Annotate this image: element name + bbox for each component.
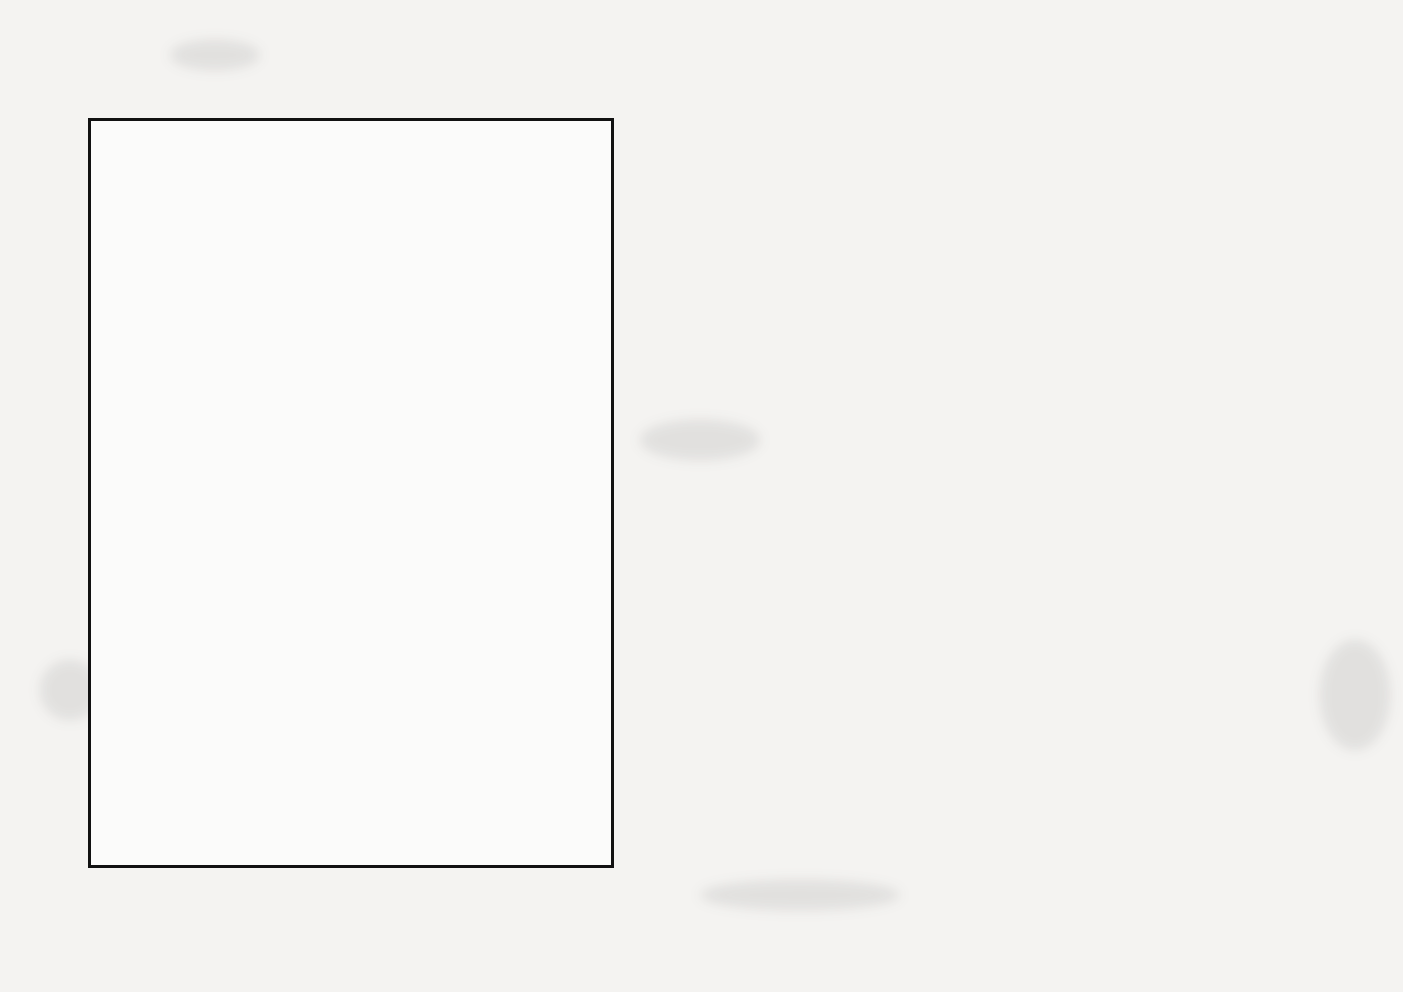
copy-smudge	[170, 40, 260, 70]
copy-smudge	[640, 420, 760, 460]
copy-smudge	[1320, 640, 1390, 750]
presale-permit-panel	[88, 118, 614, 868]
copy-smudge	[700, 880, 900, 910]
